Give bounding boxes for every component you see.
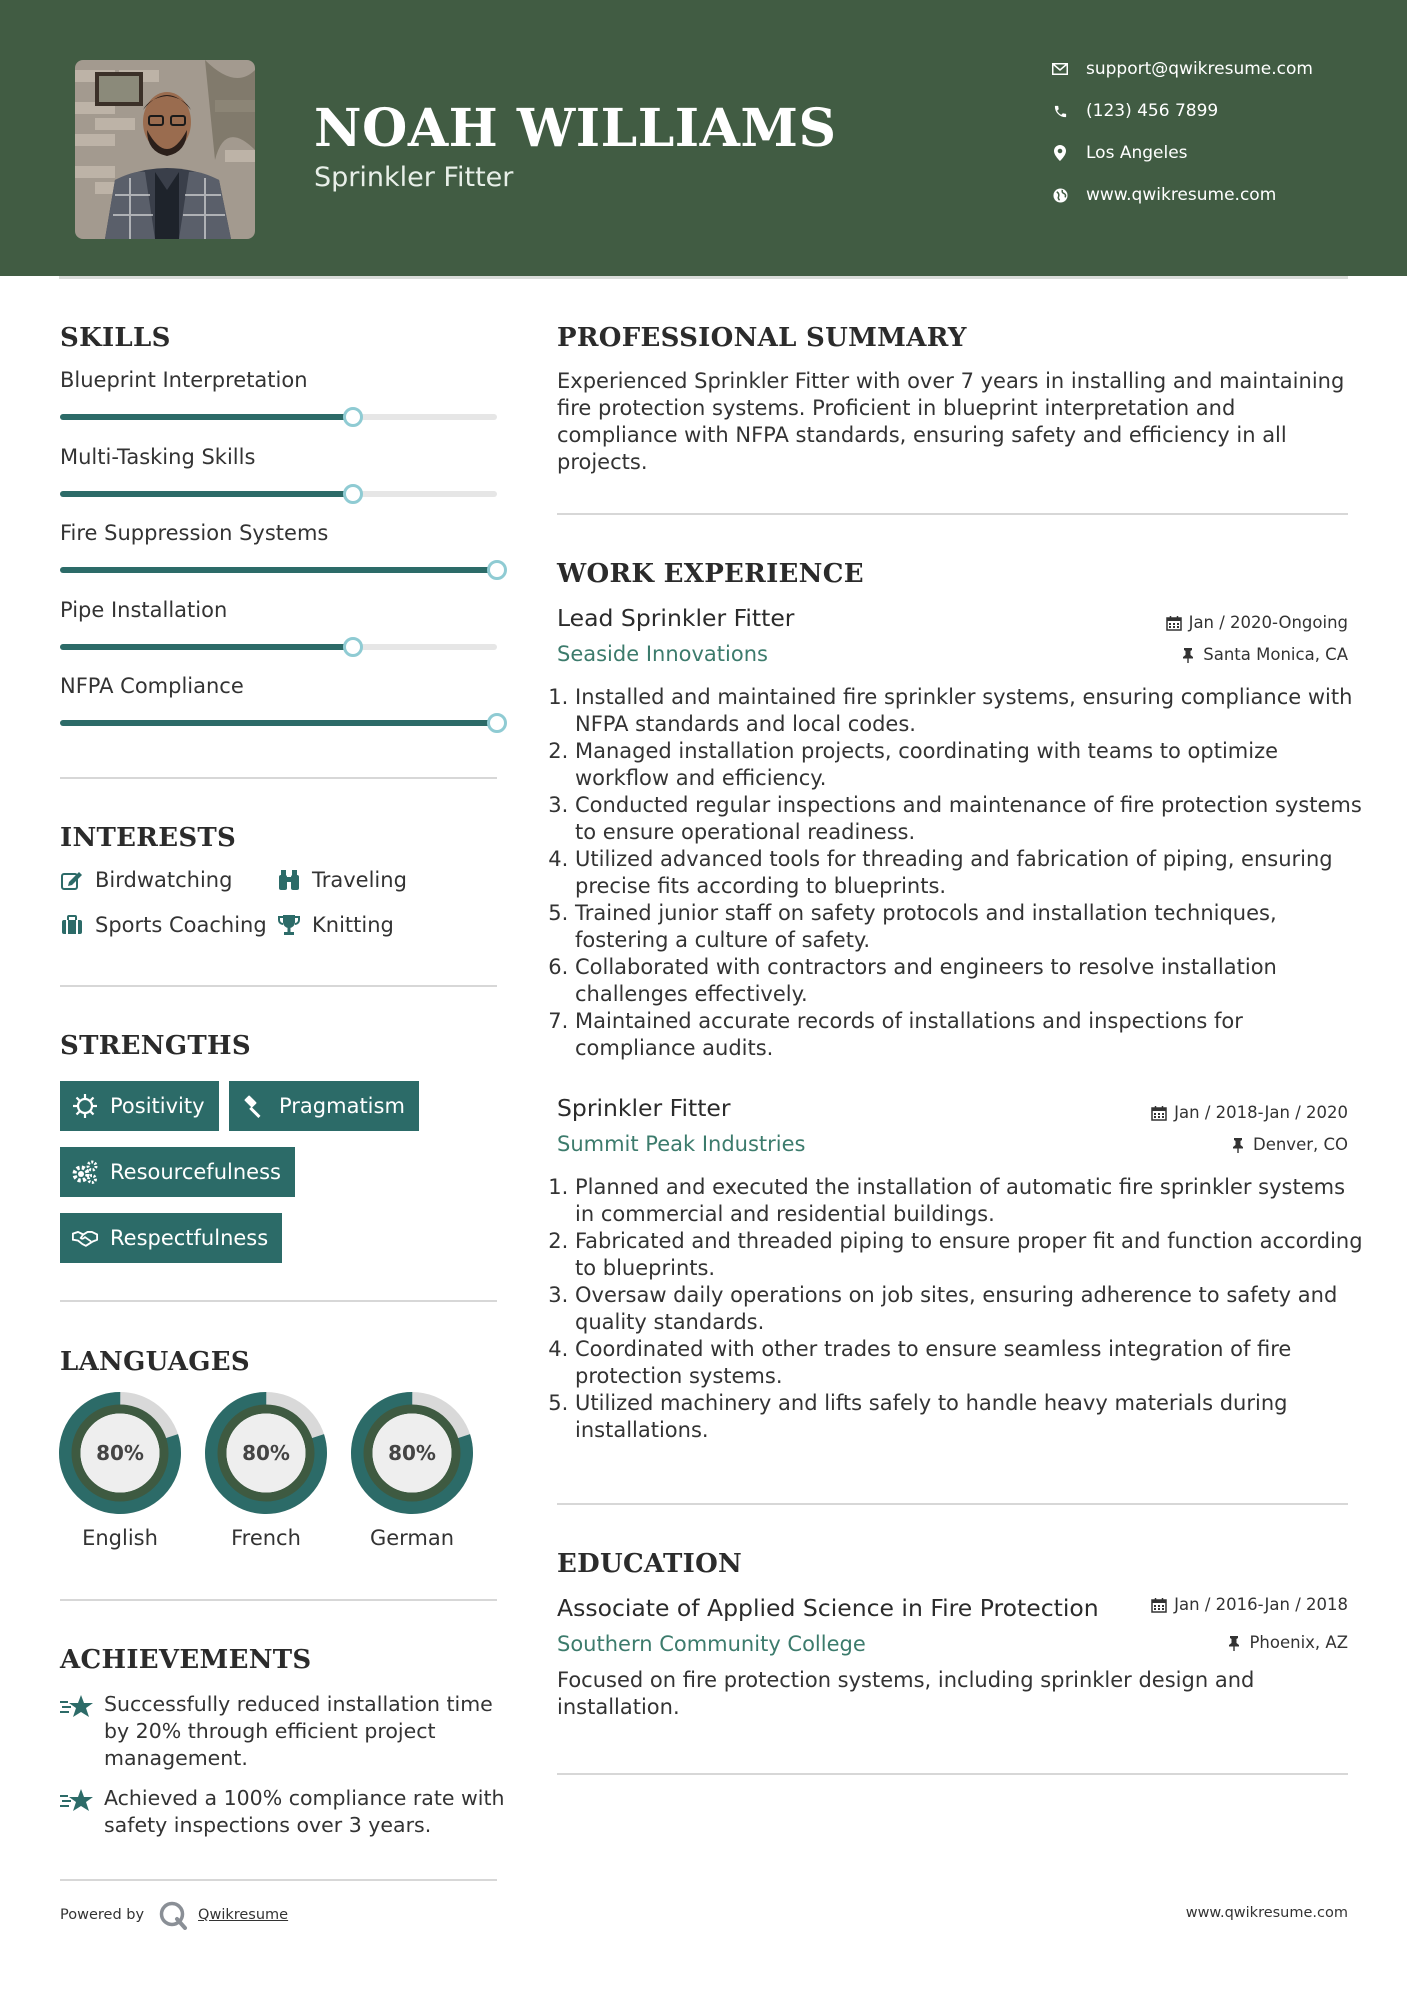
skill-label: Fire Suppression Systems: [60, 521, 329, 545]
achievement-text: Achieved a 100% compliance rate with safety inspections over 3 years.: [104, 1786, 505, 1837]
job-dates-text: Jan / 2020-Ongoing: [1188, 613, 1348, 632]
handshake-icon: [72, 1225, 98, 1251]
skill-bar-knob: [343, 407, 363, 427]
job-location: [1179, 645, 1348, 664]
skills-heading: SKILLS: [60, 323, 171, 353]
trophy-icon: [277, 913, 301, 937]
interest-item: [277, 913, 394, 937]
education-heading: EDUCATION: [557, 1549, 743, 1579]
resume-header: [0, 0, 1407, 276]
language-name: English: [82, 1526, 158, 1550]
strength-chip: [60, 1213, 282, 1263]
skill-bar-fill: [60, 414, 353, 420]
language-ring: [204, 1391, 328, 1515]
pushpin-icon: [1229, 1136, 1247, 1154]
language-percent: 80%: [388, 1441, 436, 1465]
skill-label: Pipe Installation: [60, 597, 228, 622]
job-bullets: [557, 684, 1365, 1062]
header-divider: [59, 276, 1348, 279]
job-role: Lead Sprinkler Fitter: [557, 604, 795, 632]
footer-branding: [60, 1900, 288, 1930]
calendar-icon: [1150, 1104, 1168, 1122]
gavel-icon: [241, 1093, 267, 1119]
job-role: Sprinkler Fitter: [557, 1094, 731, 1122]
achievements-heading: ACHIEVEMENTS: [60, 1645, 312, 1675]
languages-heading: LANGUAGES: [60, 1347, 250, 1377]
interest-label: Traveling: [312, 868, 407, 892]
skill-label: Multi-Tasking Skills: [60, 444, 256, 469]
experience-divider: [557, 1503, 1348, 1505]
education-school: Southern Community College: [557, 1632, 866, 1656]
skill-bar-knob: [487, 713, 507, 733]
job-bullet: 2. Fabricated and threaded piping to ensure proper fit and function according to blueprints.: [575, 1228, 1365, 1282]
skill-bar: [60, 414, 497, 420]
job-bullet: 3. Conducted regular inspections and maintenance of fire protection systems to ensure operational readiness.: [575, 792, 1365, 846]
languages-divider: [60, 1599, 497, 1601]
strength-chip: [60, 1147, 295, 1197]
skill-bar-knob: [343, 637, 363, 657]
job-bullet: 2. Managed installation projects, coordinating with teams to optimize workflow and efficiency.: [575, 738, 1365, 792]
achievements-divider: [60, 1879, 497, 1881]
strength-label: Resourcefulness: [110, 1160, 281, 1184]
language-percent: 80%: [242, 1441, 290, 1465]
strength-label: Positivity: [110, 1094, 205, 1118]
language-name: German: [369, 1526, 455, 1550]
job-location-text: Denver, CO: [1252, 1135, 1348, 1154]
job-dates: [1165, 613, 1348, 632]
language-ring: [58, 1391, 182, 1515]
contact-phone-text: (123) 456 7899: [1086, 101, 1219, 121]
qwikresume-logo-icon: [158, 1900, 188, 1930]
qwikresume-link[interactable]: Qwikresume: [198, 1907, 289, 1923]
sun-icon: [72, 1093, 98, 1119]
phone-icon: [1050, 101, 1070, 121]
job-company: Summit Peak Industries: [557, 1132, 806, 1156]
skill-bar-fill: [60, 720, 497, 726]
contact-location: [1050, 140, 1370, 166]
strength-label: Pragmatism: [279, 1094, 405, 1118]
pushpin-icon: [1179, 646, 1197, 664]
job-bullet: 6. Collaborated with contractors and engineers to resolve installation challenges effectively.: [575, 954, 1365, 1008]
strengths-heading: STRENGTHS: [60, 1031, 251, 1061]
summary-heading: PROFESSIONAL SUMMARY: [557, 323, 967, 353]
skill-bar: [60, 567, 497, 573]
contact-website[interactable]: [1050, 182, 1370, 208]
edit-icon: [60, 868, 84, 892]
calendar-icon: [1150, 1596, 1168, 1614]
language-name: French: [231, 1526, 301, 1550]
interest-item: [277, 868, 407, 892]
footer-url[interactable]: www.qwikresume.com: [1185, 1905, 1348, 1921]
skill-bar: [60, 491, 497, 497]
strength-chip: [229, 1081, 419, 1131]
pushpin-icon: [1225, 1634, 1243, 1652]
job-bullet: 4. Coordinated with other trades to ensure seamless integration of fire protection systems.: [575, 1336, 1365, 1390]
experience-heading: WORK EXPERIENCE: [557, 559, 864, 589]
interest-item: [60, 868, 232, 892]
achievement-text: Successfully reduced installation time by 20% through efficient project management.: [104, 1692, 493, 1770]
job-bullets: [557, 1174, 1365, 1444]
job-bullet: 4. Utilized advanced tools for threading and fabrication of piping, ensuring precise fits according to blueprints.: [575, 846, 1365, 900]
interest-label: Sports Coaching: [95, 913, 267, 937]
globe-icon: [1050, 185, 1070, 205]
language-percent: 80%: [96, 1441, 144, 1465]
skill-bar-knob: [487, 560, 507, 580]
education-location-text: Phoenix, AZ: [1249, 1633, 1348, 1652]
contact-location-text: Los Angeles: [1086, 143, 1188, 163]
strength-chip: [60, 1081, 219, 1131]
skill-bar: [60, 644, 497, 650]
strengths-divider: [60, 1300, 497, 1302]
job-dates: [1150, 1103, 1348, 1122]
job-bullet: 1. Installed and maintained fire sprinkler systems, ensuring compliance with NFPA standards and local codes.: [575, 684, 1365, 738]
powered-by-label: Powered by: [60, 1907, 145, 1923]
contact-phone[interactable]: [1050, 98, 1370, 124]
candidate-name: NOAH WILLIAMS: [314, 98, 837, 159]
skills-divider: [60, 777, 497, 779]
job-company: Seaside Innovations: [557, 642, 768, 666]
envelope-icon: [1050, 59, 1070, 79]
gears-icon: [72, 1159, 98, 1185]
job-bullet: 5. Utilized machinery and lifts safely to handle heavy materials during installations.: [575, 1390, 1365, 1444]
skill-bar-knob: [343, 484, 363, 504]
education-dates-text: Jan / 2016-Jan / 2018: [1174, 1595, 1348, 1614]
skill-bar: [60, 720, 497, 726]
interest-label: Knitting: [312, 913, 394, 937]
skill-bar-fill: [60, 491, 353, 497]
interests-divider: [60, 985, 497, 987]
job-location: [1229, 1135, 1348, 1154]
interest-item: [60, 913, 267, 937]
strength-label: Respectfulness: [110, 1226, 269, 1250]
job-bullet: 3. Oversaw daily operations on job sites, ensuring adherence to safety and quality standards.: [575, 1282, 1365, 1336]
job-bullet: 7. Maintained accurate records of installations and inspections for compliance audits.: [575, 1008, 1365, 1062]
education-divider: [557, 1773, 1348, 1775]
contact-email-text: support@qwikresume.com: [1086, 59, 1313, 79]
education-location: [1225, 1633, 1348, 1652]
profile-photo: [75, 60, 255, 239]
summary-divider: [557, 513, 1348, 515]
briefcase-icon: [60, 913, 84, 937]
interest-label: Birdwatching: [95, 868, 233, 892]
job-location-text: Santa Monica, CA: [1203, 645, 1348, 664]
job-dates-text: Jan / 2018-Jan / 2020: [1174, 1103, 1348, 1122]
achievement-item: [60, 1691, 510, 1772]
skill-label: NFPA Compliance: [60, 674, 244, 698]
education-degree: Associate of Applied Science in Fire Protection: [557, 1594, 1099, 1622]
binoculars-icon: [277, 868, 301, 892]
summary-text: Experienced Sprinkler Fitter with over 7 years in installing and maintaining fire protection systems. Proficient in blueprint interpretation and compliance with NFPA standards, ensuring safety and efficiency in all projects.: [557, 369, 1345, 474]
map-pin-icon: [1050, 143, 1070, 163]
job-bullet: 5. Trained junior staff on safety protocols and installation techniques, fostering a culture of safety.: [575, 900, 1365, 954]
skill-bar-fill: [60, 644, 353, 650]
candidate-title: Sprinkler Fitter: [314, 162, 514, 193]
contact-website-text: www.qwikresume.com: [1086, 185, 1277, 205]
interests-heading: INTERESTS: [60, 823, 237, 853]
education-dates: [1150, 1595, 1348, 1614]
language-ring: [350, 1391, 474, 1515]
contact-email[interactable]: [1050, 56, 1370, 82]
education-text: Focused on fire protection systems, including sprinkler design and installation.: [557, 1668, 1255, 1719]
skill-label: Blueprint Interpretation: [60, 368, 308, 392]
achievement-item: [60, 1785, 510, 1839]
job-bullet: 1. Planned and executed the installation of automatic fire sprinkler systems in commercial and residential buildings.: [575, 1174, 1365, 1228]
calendar-icon: [1165, 614, 1183, 632]
shooting-star-icon: [60, 1787, 94, 1815]
skill-bar-fill: [60, 567, 497, 573]
shooting-star-icon: [60, 1693, 94, 1721]
